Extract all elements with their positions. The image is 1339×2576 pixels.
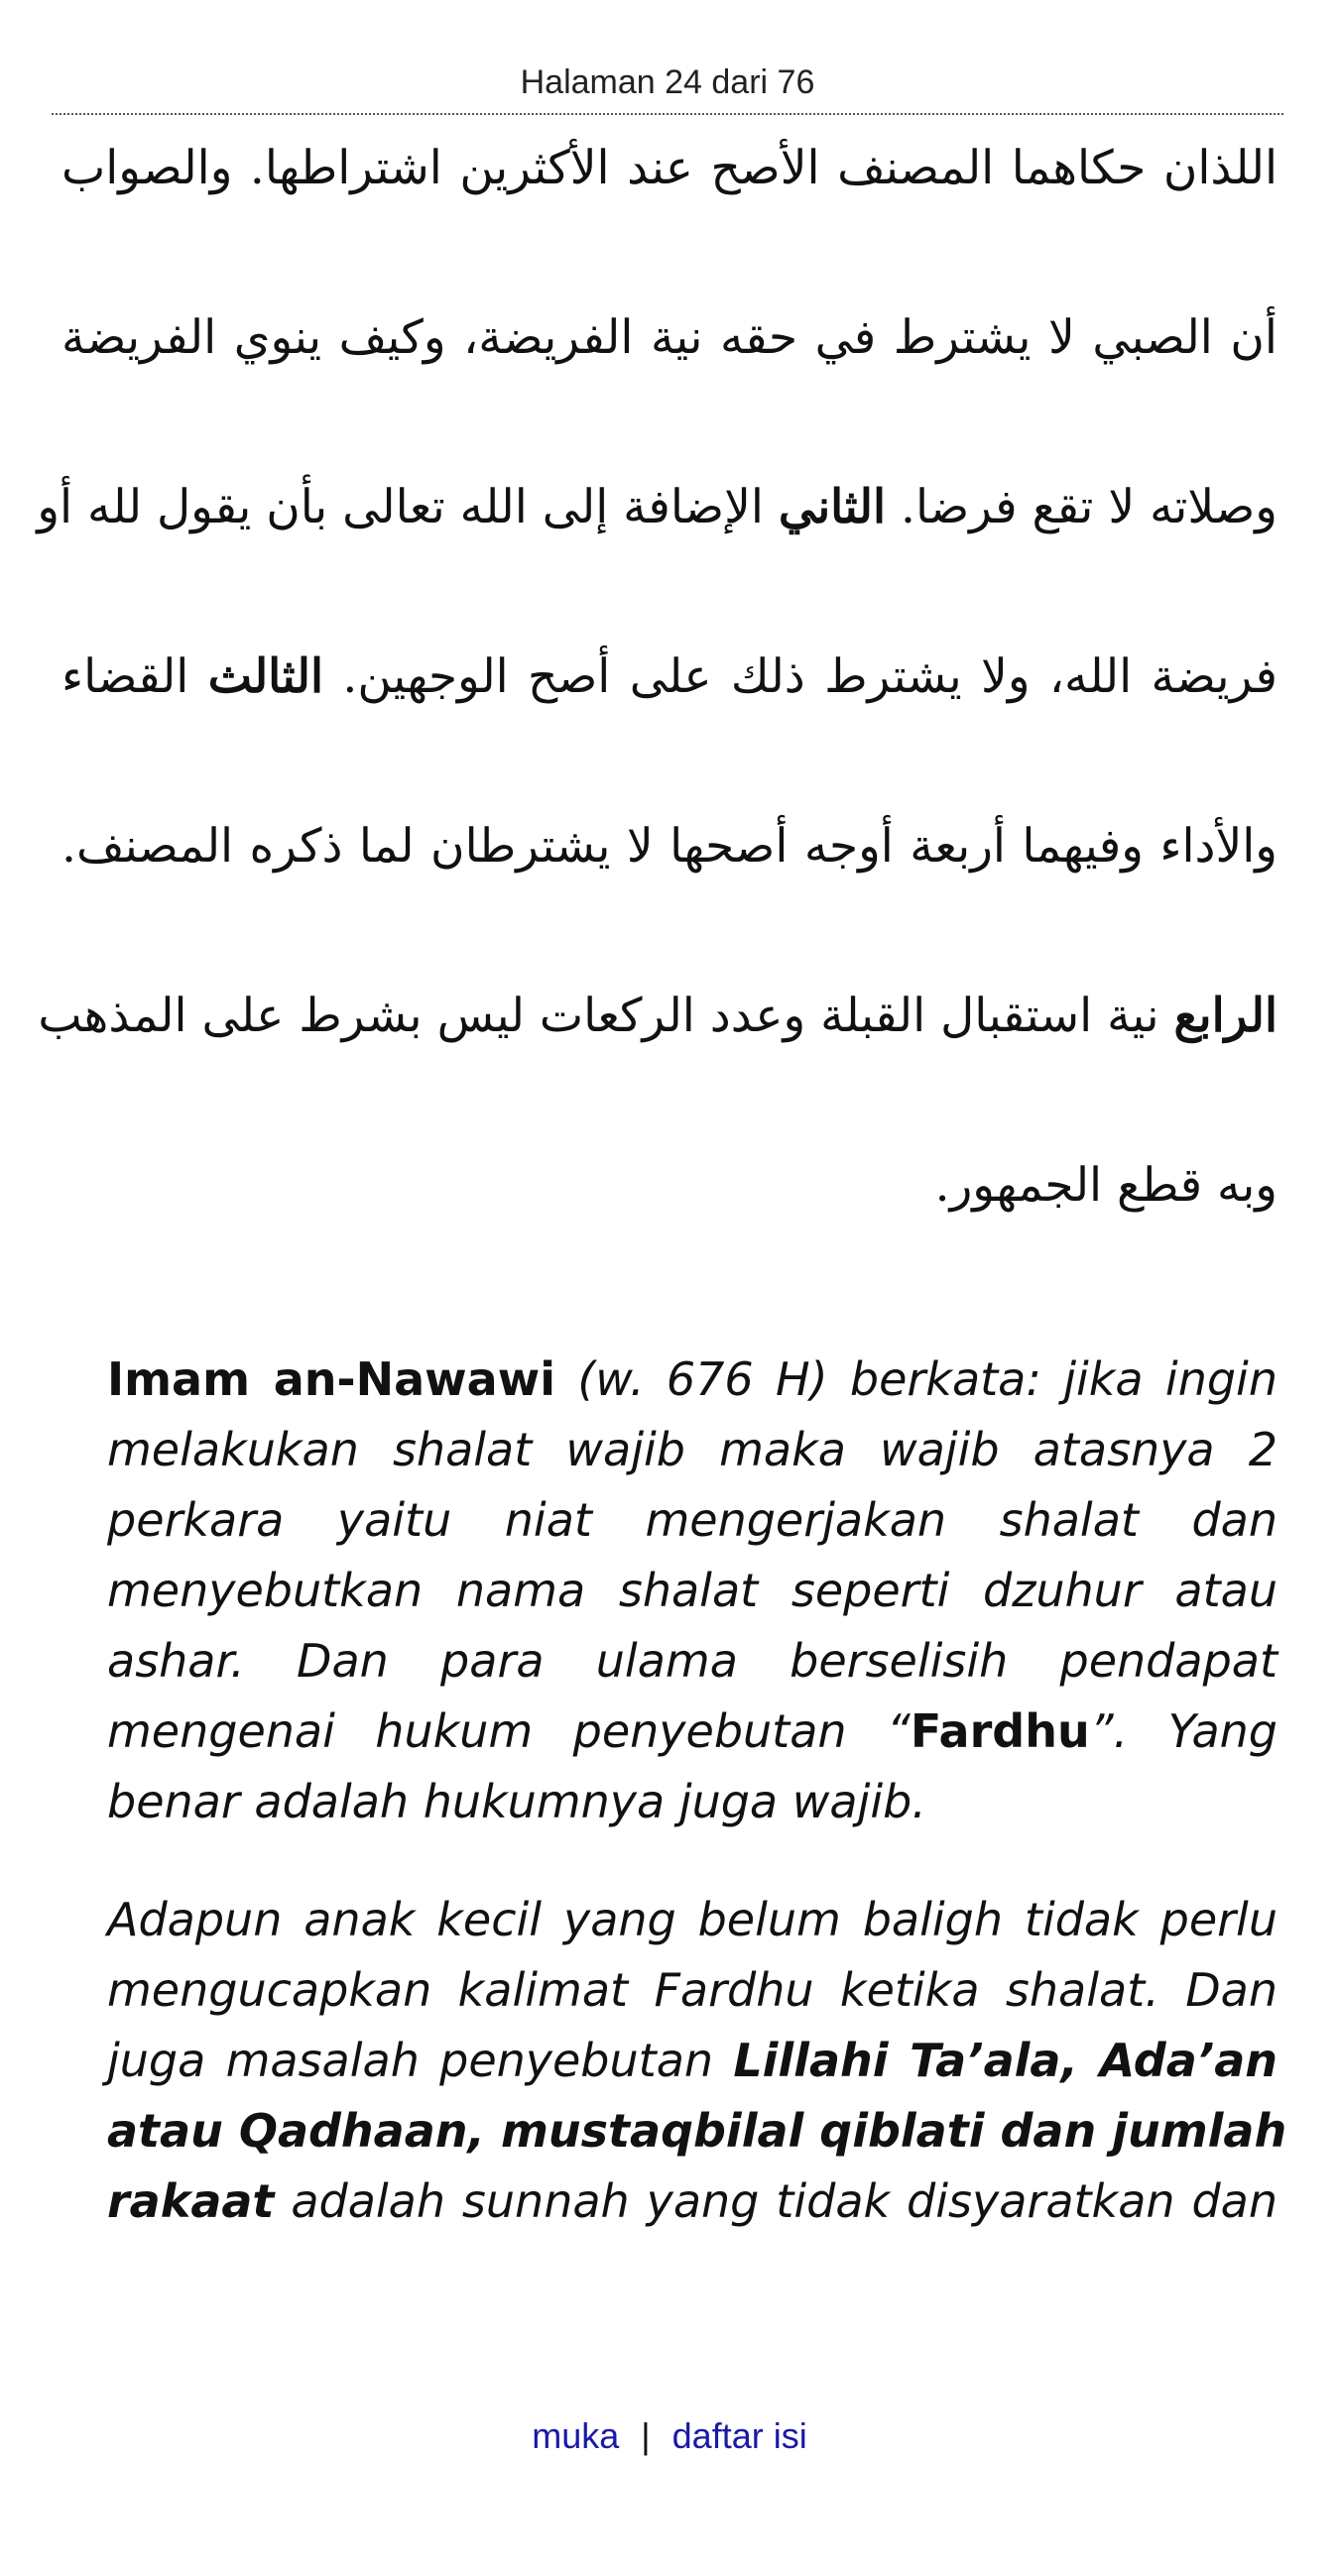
translation-text: benar adalah hukumnya juga wajib. xyxy=(107,1775,926,1828)
translation-line xyxy=(107,2166,1278,2237)
arabic-heading-second: الثاني xyxy=(778,480,887,534)
arabic-line xyxy=(37,466,1278,636)
term-bold: atau Qadhaan, mustaqbilal qiblati dan jumlah xyxy=(107,2104,1287,2158)
nav-separator: | xyxy=(641,2415,651,2456)
translation-text: mengucapkan kalimat Fardhu ketika shalat. Dan xyxy=(107,1963,1278,2017)
translation-text: ashar. Dan para ulama berselisih pendapat xyxy=(107,1634,1278,1688)
page-indicator: Halaman 24 dari 76 xyxy=(52,58,1283,115)
translation-text: Adapun anak kecil yang belum baligh tidak perlu xyxy=(107,1893,1278,1946)
translation-line xyxy=(107,1485,1278,1556)
translation-text: ”. Yang xyxy=(1089,1704,1278,1758)
translation-text: perkara yaitu niat mengerjakan shalat dan xyxy=(107,1493,1278,1547)
home-link[interactable]: muka xyxy=(532,2415,620,2456)
table-of-contents-link[interactable]: daftar isi xyxy=(671,2415,807,2456)
arabic-text: الإضافة إلى الله تعالى بأن يقول لله أو xyxy=(37,480,764,534)
translation-text: mengenai hukum penyebutan “ xyxy=(107,1704,911,1758)
translation-block xyxy=(107,1345,1287,2237)
term-bold: Lillahi Ta’ala, Ada’an xyxy=(733,2034,1278,2087)
arabic-text: أن الصبي لا يشترط في حقه نية الفريضة، وكيف ينوي الفريضة xyxy=(61,310,1278,365)
arabic-heading-fourth: الرابع xyxy=(1173,989,1278,1043)
translation-text: (w. 676 H) berkata: jika ingin xyxy=(577,1352,1278,1406)
translation-line xyxy=(107,1415,1278,1485)
arabic-line xyxy=(61,805,1278,975)
term-bold: rakaat xyxy=(107,2174,275,2228)
arabic-text: فريضة الله، ولا يشترط ذلك على أصح الوجهين. xyxy=(342,649,1278,704)
translation-line xyxy=(107,1955,1278,2026)
translation-paragraph-1 xyxy=(107,1345,1278,1837)
arabic-heading-third: الثالث xyxy=(207,649,324,704)
arabic-text: وصلاته لا تقع فرضا. xyxy=(901,480,1278,534)
translation-text: melakukan shalat wajib maka wajib atasnya 2 xyxy=(107,1423,1278,1476)
translation-line xyxy=(107,1885,1278,1955)
arabic-text: القضاء xyxy=(61,649,189,704)
translation-line xyxy=(107,2026,1278,2096)
arabic-text: نية استقبال القبلة وعدد الركعات ليس بشرط على المذهب xyxy=(38,989,1159,1043)
translation-line xyxy=(107,1345,1278,1415)
paragraph-gap xyxy=(107,1837,1278,1885)
arabic-text: والأداء وفيهما أربعة أوجه أصحها لا يشترطان لما ذكره المصنف. xyxy=(61,819,1278,874)
translation-line xyxy=(107,1767,1278,1837)
translation-paragraph-2 xyxy=(107,1885,1287,2237)
page-footer-nav xyxy=(0,2411,1339,2461)
translation-line xyxy=(107,1697,1278,1767)
arabic-line xyxy=(38,975,1278,1144)
arabic-text: وبه قطع الجمهور. xyxy=(934,1158,1278,1213)
translation-text: menyebutkan nama shalat seperti dzuhur atau xyxy=(107,1564,1278,1617)
translation-line xyxy=(107,1626,1278,1697)
term-fardhu: Fardhu xyxy=(910,1704,1090,1758)
translation-line xyxy=(107,2096,1287,2166)
translation-text: juga masalah penyebutan xyxy=(107,2034,714,2087)
arabic-line xyxy=(61,127,1278,296)
translation-line xyxy=(107,1556,1278,1626)
arabic-line xyxy=(61,636,1278,805)
arabic-text-block xyxy=(37,127,1278,1314)
arabic-line xyxy=(61,1144,1278,1314)
translation-text: adalah sunnah yang tidak disyaratkan dan xyxy=(291,2174,1278,2228)
arabic-line xyxy=(61,296,1278,466)
arabic-text: اللذان حكاهما المصنف الأصح عند الأكثرين اشتراطها. والصواب xyxy=(61,141,1278,195)
author-name: Imam an-Nawawi xyxy=(107,1352,555,1406)
